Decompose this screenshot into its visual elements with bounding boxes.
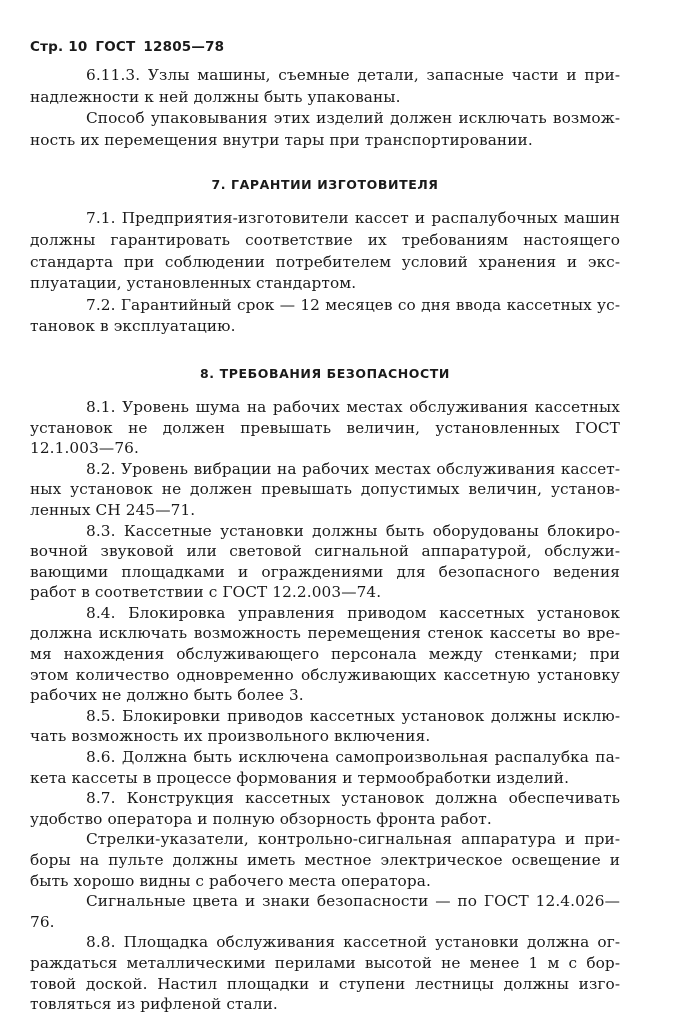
standard-number: 12805—78 (143, 39, 225, 55)
paragraph-8-8: 8.8. Площадка обслуживания кассетной установки должна ограждаться металлическими перилами высотой не менее 1 м с бортовой доской. Настил площадки и ступени лестницы должны изготовляться из рифленой стали. (30, 933, 620, 1014)
paragraph-8-1: 8.1. Уровень шума на рабочих местах обслуживания кассетных установок не должен превышать величин, установленных ГОСТ 12.1.003—76. (30, 397, 620, 458)
standard-label: ГОСТ (95, 39, 136, 55)
paragraph-8-6: 8.6. Должна быть исключена самопроизвольная распалубка пакета кассеты в процессе формования и термообработки изделий. (30, 748, 620, 787)
paragraph-7-2: 7.2. Гарантийный срок — 12 месяцев со дня ввода кассетных установок в эксплуатацию. (30, 295, 620, 336)
section-heading-7: 7. ГАРАНТИИ ИЗГОТОВИТЕЛЯ (211, 177, 439, 193)
paragraph-8-7-colors: Сигнальные цвета и знаки безопасности — по ГОСТ 12.4.026—76. (30, 892, 620, 931)
paragraph-8-4: 8.4. Блокировка управления приводом кассетных установок должна исключать возможность перемещения стенок кассеты во время нахождения обслуживающего персонала между стенками; при этом количество одновременно обслуживающих кассетную установку рабочих не должно быть более 3. (30, 603, 620, 705)
page-number: Стр. 10 (30, 39, 88, 55)
paragraph-8-7: 8.7. Конструкция кассетных установок должна обеспечивать удобство оператора и полную обзорность фронта работ. (30, 789, 620, 828)
paragraph-8-3: 8.3. Кассетные установки должны быть оборудованы блокировочной звуковой или световой сигнальной аппаратурой, обслуживающими площадками и ограждениями для безопасного ведения работ в соответствии с ГОСТ 12.2.003—74. (30, 521, 620, 602)
running-header (30, 38, 620, 56)
paragraph-6-11-3-cont: Способ упаковывания этих изделий должен исключать возможность их перемещения внутри тары при транспортировании. (30, 109, 620, 149)
document-page (30, 38, 620, 1015)
section-heading-8: 8. ТРЕБОВАНИЯ БЕЗОПАСНОСТИ (199, 365, 450, 381)
paragraph-6-11-3: 6.11.3. Узлы машины, съемные детали, запасные части и принадлежности к ней должны быть упакованы. (30, 66, 620, 106)
paragraph-7-1: 7.1. Предприятия-изготовители кассет и распалубочных машин должны гарантировать соответствие их требованиям настоящего стандарта при соблюдении потребителем условий хранения и эксплуатации, установленных стандартом. (30, 209, 620, 293)
paragraph-8-2: 8.2. Уровень вибрации на рабочих местах обслуживания кассетных установок не должен превышать допустимых величин, установленных СН 245—71. (30, 459, 620, 519)
paragraph-8-5: 8.5. Блокировки приводов кассетных установок должны исключать возможность их произвольного включения. (30, 706, 620, 746)
section-8-body (30, 397, 620, 1015)
paragraph-8-7-cont: Стрелки-указатели, контрольно-сигнальная аппаратура и приборы на пульте должны иметь местное электрическое освещение и быть хорошо видны с рабочего места оператора. (30, 830, 620, 890)
